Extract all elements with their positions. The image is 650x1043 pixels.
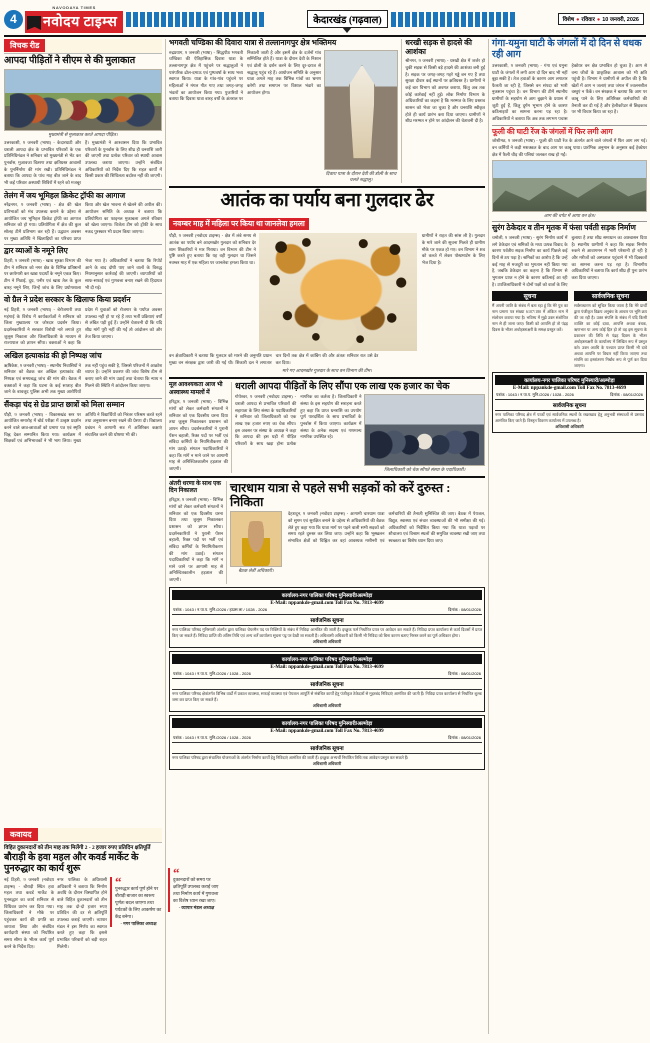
ad-email[interactable]: E-Mail: nppankde-gmail.com Toll Fax No. 7813-4699 [270,664,384,670]
bottom-pull-quote-1-text: पुनरुद्धार कार्य पूर्ण होने पर बौराड़ी बाजार का स्वरूप पूर्णतः बदल जाएगा तथा पर्यटकों के लिए आकर्षण का केंद्र बनेगा। [115,886,162,919]
bottom-body-a: नई टिहरी, 9 जनवरी (नवोदय टाइम्स) - बौराड़ी स्थित हवा महल तथा कवर्ड मार्केट के पुनरुद्धार का कार्य शनिवार से विधिवत प्रारंभ कर दिया गया। जिलाधिकारी ने मौके पर पहुंचकर कार्य की प्रगति का जायजा लिया और संबंधित कार्यदायी संस्था को निर्धारित समय सीमा के भीतर कार्य पूर्ण करने के निर्देश दिए। [4,877,54,949]
ad-sign: अधिशासी अधिकारी [312,760,342,766]
mid-main-body-left: पौड़ी, 9 जनवरी (नवोदय टाइम्स) - क्षेत्र में लंबे समय से आतंक का पर्याय बने आदमखोर गुलदार को शनिवार देर शाम शिकारियों ने मार गिराया। वन विभाग की टीम ने पुष्टि करते हुए बताया कि यह वही गुलदार था जिसने नवम्बर माह में एक महिला पर जानलेवा हमला किया था। [169,233,256,265]
mid-main-body-right: वन क्षेत्राधिकारी ने बताया कि गुलदार को मारने की अनुमति प्रधान मुख्य वन संरक्षक द्वारा जारी की गई थी। शिकारी दल ने लगातार चार दिनों तक क्षेत्र में कांबिंग की और अंततः शनिवार रात उसे ढेर कर दिया। [169,353,379,365]
mid-dharm-headline[interactable]: अंतरी धरणा के साथ एक दिन निकालत [169,481,222,495]
publication-logo[interactable] [25,5,123,33]
ad-meta-left: पत्रांक : 1043 / न.पा.प. मुनि./2026 / 1028 - 2026 [173,670,251,676]
mid-top-story2 [401,39,485,183]
right-top-body: उत्तरकाशी, 9 जनवरी (भाषा) - गंगा एवं यमुना घाटी के जंगलों में लगी आग दो दिन बाद भी नहीं बुझ सकी है। तेज हवाओं के कारण आग लगातार फैलती जा रही है, जिससे वन संपदा को भारी नुकसान पहुंचा है। वन विभाग की टीमें स्थानीय ग्रामीणों के सहयोग से आग बुझाने के प्रयास में जुटी हुई हैं, किंतु दुर्गम भूभाग होने के कारण कठिनाइयों का सामना करना पड़ रहा है। अधिकारियों ने बताया कि अब तक लगभग पचास हेक्टेयर वन क्षेत्र प्रभावित हो चुका है। आग से वन्य जीवों के प्राकृतिक आवास को भी क्षति पहुंची है। विभाग ने ग्रामीणों से अपील की है कि खेतों में आग न जलाएं तथा जंगल में ज्वलनशील वस्तुएं न फेंकें। वन संरक्षक ने बताया कि आग पर काबू पाने के लिए अतिरिक्त कर्मचारियों की तैनाती कर दी गई है और हेलीकॉप्टर से छिड़काव पर भी विचार किया जा रहा है। [492,62,647,122]
mid-nitika-body: देहरादून, 9 जनवरी (नवोदय टाइम्स) - आगामी चारधाम यात्रा को सुगम एवं सुरक्षित बनाने के उद्देश्य से अधिकारियों की बैठक लेते हुए कहा गया कि यात्रा मार्ग पर पड़ने वाली सभी सड़कों को समय रहते दुरुस्त कर लिया जाए। उन्होंने कहा कि भूस्खलन संभावित क्षेत्रों को चिह्नित कर वहां आवश्यक मशीनरी एवं कर्मचारियों की तैनाती सुनिश्चित की जाए। बैठक में पेयजल, विद्युत, स्वास्थ्य एवं संचार व्यवस्थाओं की भी समीक्षा की गई। अधिकारियों को निर्देशित किया गया कि यात्रा पड़ावों पर शौचालय एवं विश्राम स्थलों की समुचित व्यवस्था रखी जाए तथा स्वच्छता का विशेष ध्यान दिया जाए। [288,511,485,544]
ad-office: कार्यालय-नगर पालिका परिषद मुनिस्यारी/अल्मोड़ा [172,590,482,600]
ad-subhead: सार्वजनिक सूचना [495,399,644,411]
bottom-pull-quote-2 [168,865,220,912]
section-label-kavayad[interactable]: कवायद [4,828,38,841]
mid-top-story2-body: श्रीनगर, 9 जनवरी (भाषा) - धरखी क्षेत्र में जर्जर हो चुकी सड़क से किसी बड़े हादसे की आशंका बनी हुई है। सड़क पर जगह-जगह गहरे गड्ढे बन गए हैं तथा सुरक्षा दीवार कई स्थानों पर क्षतिग्रस्त है। ग्रामीणों ने कई बार विभाग को अवगत कराया, किंतु अब तक कोई कार्रवाई नहीं हुई। लोक निर्माण विभाग के अधिकारियों का कहना है कि मरम्मत के लिए प्रस्ताव शासन को भेजा जा चुका है और धनराशि स्वीकृत होते ही कार्य प्रारंभ करा दिया जाएगा। ग्रामीणों ने शीघ्र मरम्मत न होने पर आंदोलन की चेतावनी दी है। [405,58,485,124]
ad-meta-left: पत्रांक : 1043 / न.पा.प. मुनि./2026 / 1028 - 2026 [173,734,251,740]
mid-main-caption: मारे गए आदमखोर गुलदार के साथ वन विभाग की टीम। [282,367,372,373]
mid-main-body-side: ग्रामीणों ने राहत की सांस ली है। गुलदार के मारे जाने की सूचना मिलते ही ग्रामीण मौके पर एकत्र हो गए। वन विभाग ने शव को कब्जे में लेकर पोस्टमार्टम के लिए भेज दिया है। [421,233,485,265]
mid-cheque-headline[interactable]: धराली आपदा पीड़ितों के लिए सौंपा एक लाख एक हजार का चेक [235,381,450,392]
classified-ad[interactable] [169,715,485,770]
mid-dharm-body: हरिद्वार, 9 जनवरी (भाषा) - विभिन्न मांगों को लेकर कर्मचारी संगठनों ने शनिवार को एक दिवसीय धरना दिया तथा जुलूस निकालकर प्रशासन को ज्ञापन सौंपा। प्रदर्शनकारियों ने पुरानी पेंशन बहाली, रिक्त पदों पर भर्ती एवं संविदा कर्मियों के नियमितीकरण की मांग उठाई। संगठन पदाधिकारियों ने कहा कि मांगें न माने जाने पर आगामी माह से अनिश्चितकालीन हड़ताल की जाएगी। [169,399,228,471]
left-story5-headline[interactable]: अखिल हत्याकांड की हो निष्पक्ष जांच [4,350,102,360]
date-line: विशेष ● रविवार ● 10 जनवरी, 2026 [558,13,644,25]
edition-tag: केदारखंड (गढ़वाल) [307,10,388,28]
section-strip-left [4,39,162,54]
mid-nitika-photo [230,511,282,567]
mid-top-story1 [169,39,398,183]
right-story2-photo [492,160,647,212]
date-kicker: विशेष [562,17,575,23]
left-lead-photo [4,69,162,131]
mid-main-photo-leopard [259,233,417,351]
bottom-pull-quote-1 [110,874,162,927]
right-top-headline[interactable]: गंगा-यमुना घाटी के जंगलों में दो दिन से धधक रही आग [492,39,642,60]
ad-meta-right: दिनांक : 08/01/2026 [448,734,481,740]
quote-icon: “ [115,874,122,890]
mid-cheque-body: गोपेश्वर, 9 जनवरी (नवोदय टाइम्स) - धराली आपदा से प्रभावित परिवारों की सहायता के लिए संस्था के पदाधिकारियों ने शनिवार को जिलाधिकारी को एक लाख एक हजार रुपए का चेक सौंपा। इस अवसर पर संस्था के अध्यक्ष ने कहा कि आपदा की इस घड़ी में पीड़ित परिवारों के साथ खड़ा होना प्रत्येक नागरिक का कर्तव्य है। जिलाधिकारी ने संस्था के इस सहयोग की सराहना करते हुए कहा कि प्राप्त धनराशि का उपयोग पूर्ण पारदर्शिता के साथ प्रभावितों के पुनर्वास में किया जाएगा। कार्यक्रम में संस्था के अनेक सदस्य एवं गणमान्य नागरिक उपस्थित रहे। [235,394,362,447]
left-lead-body: उत्तरकाशी, 9 जनवरी (भाषा) - केदारघाटी और धराली आपदा क्षेत्र के प्रभावित परिवारों के एक प्रतिनिधिमंडल ने शनिवार को मुख्यमंत्री से भेंट कर पुनर्वास, मुआवजा वितरण तथा क्षतिग्रस्त आवासों के पुनर्निर्माण की मांग रखी। प्रतिनिधिमंडल ने बताया कि आपदा के पांच माह बीत जाने के बाद भी कई परिवार अस्थायी शिविरों में रहने को मजबूर हैं। मुख्यमंत्री ने आश्वासन दिया कि प्रभावित परिवारों के पुनर्वास के लिए शीघ्र ही धनराशि जारी की जाएगी तथा प्रत्येक परिवार को स्थायी आवास उपलब्ध कराया जाएगा। उन्होंने संबंधित अधिकारियों को निर्देश दिए कि राहत कार्यों में किसी प्रकार की शिथिलता बर्दाश्त नहीं की जाएगी। [4,139,162,185]
mid-kickers [169,382,228,474]
bottom-pull-quote-2-by: - व्यापार मंडल अध्यक्ष [178,904,215,910]
masthead-bar-strip-right [391,12,555,27]
left-story2-body: नरेंद्रनगर, 9 जनवरी (भाषा) - क्षेत्र की खेल प्रतिभाओं को मंच उपलब्ध कराने के उद्देश्य से आयोजित जय भूमिहल क्रिकेट ट्रॉफी का आगाज शनिवार को हो गया। प्रतियोगिता में क्षेत्र की कुल सोलह टीमें प्रतिभाग कर रही हैं। उद्घाटन अवसर पर मुख्य अतिथि ने खिलाड़ियों का परिचय प्राप्त किया और खेल भावना से खेलने की अपील की। आयोजन समिति के अध्यक्ष ने बताया कि प्रतियोगिता का फाइनल मुकाबला अगले रविवार को खेला जाएगा। विजेता टीम को ट्रॉफी के साथ नकद पुरस्कार भी प्रदान किया जाएगा। [4,202,162,241]
quote-icon: “ [173,865,180,880]
ad-sign: अधिशासी अधिकारी [312,702,342,708]
notice-block-1[interactable] [492,291,568,369]
ad-body: नगर पालिका परिषद मुनिस्यारी अंतर्गत द्वारा पालिका चेयरमैन पद पर रिक्तियों के संबंध में निविदा आमंत्रित की जाती है। इच्छुक फर्म निर्धारित प्रपत्र पर आवेदन कर सकते हैं। निविदा प्रपत्र कार्यालय से कार्य दिवसों में प्राप्त किए जा सकते हैं। निविदा प्राप्ति की अंतिम तिथि एवं अन्य शर्तें कार्यालय सूचना पट्ट पर देखी जा सकती हैं। अधिशासी अधिकारी को किसी भी निविदा को बिना कारण बताए निरस्त करने का पूर्ण अधिकार होगा। [172,626,482,638]
section-label-vichak-reed[interactable]: विचक रीड [4,39,45,52]
ad-meta-left: पत्रांक : 1043 / न.पा.प. मुनि./2026 / 1028 - 2026 [496,392,574,398]
mid-ads-block [169,587,485,770]
bottom-body-b: नगर पालिका के अधिशासी अधिकारी ने बताया कि निर्माण अवधि के दौरान विस्थापित होने वाले विहित दुकानदारों को तीन माह तक दो-दो हजार रुपए प्रतिदिन की दर से क्षतिपूर्ति उपलब्ध कराई जाएगी। व्यापार मंडल ने इस निर्णय का स्वागत करते हुए कहा कि इससे प्रभावित परिवारों को बड़ी राहत मिलेगी। [57,877,107,949]
ad-email[interactable]: E-Mail: nppankde-gmail.com Toll Fax No. 7813-4699 [270,728,384,734]
left-story2-headline[interactable]: तेलंग में जय भूमिहल क्रिकेट ट्रॉफी का आगाज [4,190,126,200]
logo-title-text: नवोदय टाइम्स [43,15,118,30]
ad-meta-right: दिनांक : 08/01/2026 [610,392,643,398]
left-story3-headline[interactable]: द्वार व्याओं के नमूने लिए [4,246,68,256]
mid-top-story1-photo [324,50,398,170]
left-story5-body: ऋषिकेश, 9 जनवरी (भाषा) - स्थानीय निवासियों ने शनिवार को बैठक कर अखिल हत्याकांड की निष्पक्ष एवं समयबद्ध जांच की मांग की। बैठक में वक्ताओं ने कहा कि घटना के कई सप्ताह बीत जाने के बावजूद पुलिस अभी तक मुख्य आरोपियों तक नहीं पहुंच सकी है, जिससे परिजनों में आक्रोश व्याप्त है। उन्होंने प्रकरण की जांच विशेष टीम से कराए जाने की मांग उठाई तथा चेताया कि न्याय न मिलने की स्थिति में आंदोलन किया जाएगा। [4,362,162,395]
mid-kicker-a: मूल आवश्यकता आज भी [169,381,223,388]
left-story4-headline[interactable]: वो ग्रैल ने प्रदेश सरकार के खिलाफ किया प्रदर्शन [4,295,131,305]
left-story3-body: टिहरी, 9 जनवरी (भाषा) - खाद्य सुरक्षा विभाग की टीम ने शनिवार को नगर क्षेत्र के विभिन्न प्रतिष्ठानों पर छापेमारी कर खाद्य पदार्थों के नमूने एकत्र किए। टीम ने मिठाई, दूध, पनीर एवं खाद्य तेल के कुल बारह नमूने लिए, जिन्हें जांच के लिए प्रयोगशाला भेजा गया है। अधिकारियों ने बताया कि रिपोर्ट आने के बाद दोषी पाए जाने वालों के विरुद्ध नियमानुसार कार्रवाई की जाएगी। व्यापारियों को साफ-सफाई एवं गुणवत्ता बनाए रखने की हिदायत भी दी गई। [4,257,162,290]
ad-office: कार्यालय-नगर पालिका परिषद मुनिस्यारी/अल्मोड़ा [172,718,482,728]
logo-title [25,11,123,33]
mid-top-story1-body: रुद्रप्रयाग, 9 जनवरी (भाषा) - सिद्धपीठ भगवती चण्डिका की ऐतिहासिक दिवारा यात्रा के तल्लानागपुर क्षेत्र में पहुंचने पर श्रद्धालुओं ने पारंपरिक ढोल-दमाऊ एवं पुष्पवर्षा के साथ भव्य स्वागत किया। यात्रा के गांव-गांव पहुंचने पर महिलाओं ने मंगल गीत गाए तथा जगह-जगह भंडारों का आयोजन किया गया। पुजारियों ने बताया कि दिवारा यात्रा बारह वर्षों के अंतराल पर निकाली जाती है और इसमें क्षेत्र के दर्जनों गांव सम्मिलित होते हैं। यात्रा के दौरान देवी के निशान एवं डोली के दर्शन करने के लिए दूर-दराज से श्रद्धालु पहुंच रहे हैं। आयोजन समिति के अनुसार यात्रा अगले माह तक विभिन्न गांवों का भ्रमण करेगी तथा समापन पर विशाल भंडारे का आयोजन होगा। [169,49,321,102]
bottom-pull-quote-2-wrap [168,865,220,912]
mid-main-headline[interactable]: आतंक का पर्याय बना गुलदार ढेर [220,189,434,211]
ad-email[interactable]: E-Mail: nppankde-gmail.com Toll Fax No. 7813-4699 [270,600,384,606]
flag-icon [27,16,41,30]
notice-body-2: सर्वसाधारण को सूचित किया जाता है कि मेरे प्रार्थी द्वारा पंजीकृत विक्रय अनुबंध के आधार पर भूमि क्रय की जा रही है। उक्त संपत्ति के संबंध में यदि किसी व्यक्ति का कोई दावा, आपत्ति अथवा बंधक, ऋणभार या अन्य कोई हित हो तो वह इस सूचना के प्रकाशन की तिथि से पंद्रह दिवस के भीतर अधोहस्ताक्षरी के कार्यालय में लिखित रूप में प्रस्तुत करे। उक्त अवधि के पश्चात प्राप्त किसी भी दावे अथवा आपत्ति पर विचार नहीं किया जाएगा तथा संपत्ति का हस्तांतरण निर्बाध रूप से पूर्ण कर दिया जाएगा। [574,303,647,369]
bottom-kicker: विहित दुकानदारों को तीन माह तक मिलेंगी 2 - 2 हजार रुपए प्रतिदिन क्षतिपूर्ति [4,845,151,851]
ad-body: नगर पालिका परिषद क्षेत्रांतर्गत विभिन्न वार्डों में प्रकाश व्यवस्था, सफाई व्यवस्था एवं पेयजल आपूर्ति से संबंधित कार्यों हेतु पंजीकृत ठेकेदारों से मुहरबंद निविदाएं आमंत्रित की जाती हैं। निविदा प्रपत्र कार्यालय से निर्धारित शुल्क जमा कर प्राप्त किए जा सकते हैं। [172,690,482,702]
masthead-rule [4,35,646,37]
mid-nitika-story [226,481,485,583]
ad-office: कार्यालय-नगर पालिका परिषद मुनिस्यारी/अल्मोड़ा [495,375,644,385]
mid-dharm-story [169,481,223,583]
notice-body-1: मैं अपनी जाति के संबंध में बता रहा हूं कि मेरे पुत्र का नाम प्रमाण पत्र संख्या 6107/180 में अंकित नाम में संशोधन कराया गया है। भविष्य में मुझे उक्त संशोधित नाम से ही जाना जाए। किसी को आपत्ति हो तो पंद्रह दिवस के भीतर अधोहस्ताक्षरी के समक्ष प्रस्तुत करें। [492,303,568,333]
mid-top-story1-headline[interactable]: भगवती चण्डिका की दिवारा यात्रा से तल्लानागपुर क्षेत्र भक्तिमय [169,38,337,47]
classified-ad[interactable] [169,651,485,712]
right-story3-headline[interactable]: सुरंग ठेकेदार व तीन मृतक में फंसा पर्वती सड़क निर्माण [492,223,636,233]
mid-kicker-b: अस्वास्थ्य मामलों में [169,390,210,397]
mid-cheque-row [169,382,485,474]
date-day: रविवार [581,17,595,23]
notice-block-2[interactable] [571,291,647,369]
classified-ad[interactable] [169,587,485,648]
left-story4-body: नई टिहरी, 9 जनवरी (भाषा) - बेरोजगारी तथा महंगाई के विरोध में कार्यकर्ताओं ने शनिवार को जिला मुख्यालय पर जोरदार प्रदर्शन किया। प्रदर्शनकारियों ने सरकार विरोधी नारे लगाते हुए जुलूस निकाला और जिलाधिकारी के माध्यम से राज्यपाल को ज्ञापन सौंपा। वक्ताओं ने कहा कि प्रदेश में युवाओं को रोजगार के पर्याप्त अवसर उपलब्ध नहीं हो पा रहे हैं तथा भर्ती प्रक्रियाएं वर्षों से लंबित पड़ी हुई हैं। उन्होंने चेतावनी दी कि यदि शीघ्र मांगें पूरी नहीं की गईं तो आंदोलन को और तेज किया जाएगा। [4,306,162,346]
ad-body: नगर पालिका परिषद द्वारा संचालित योजनाओं के अंतर्गत निर्माण कार्यों हेतु निविदाएं आमंत्रित की जाती हैं। इच्छुक अभ्यर्थी निर्धारित तिथि तक आवेदन प्रस्तुत कर सकते हैं। [172,754,409,760]
bottom-pull-quote-1-by: - नगर पालिका अध्यक्ष [120,920,157,926]
bottom-headline[interactable]: बौराड़ी के हवा महल और कवर्ड मार्केट के पुनरुद्धार का कार्य शुरू [4,853,139,875]
mid-top-row [169,39,485,183]
mid-nitika-row [169,481,485,583]
masthead [0,0,650,34]
mid-cheque-story [231,382,485,474]
left-story6-body: पौड़ी, 9 जनवरी (भाषा) - विकासखंड स्तर पर आयोजित समारोह में बोर्ड परीक्षा में उत्कृष्ट प्रदर्शन करने वाले छात्र-छात्राओं को प्रमाण पत्र एवं स्मृति चिह्न देकर सम्मानित किया गया। कार्यक्रम में शिक्षकों एवं अभिभावकों ने भी भाग लिया। मुख्य अतिथि ने विद्यार्थियों को निरंतर परिश्रम करते रहने तथा अनुशासन बनाए रखने की प्रेरणा दी। विद्यालय प्रबंधन ने आगामी सत्र में अतिरिक्त कक्षाएं संचालित करने की घोषणा भी की। [4,411,162,444]
right-story2-caption: आग की चपेट में आया वन क्षेत्र। [543,213,596,219]
notice-head-1: सूचना [492,291,568,301]
right-story2-headline[interactable]: फूली की घाटी रेंज के जंगलों में फिर लगी आग [492,126,613,136]
ad-sign: अधिशासी अधिकारी [555,424,584,430]
ad-body: नगर पालिका परिषद क्षेत्र में पार्कों एवं सार्वजनिक स्थलों के रखरखाव हेतु अनुभवी संस्थाओं से प्रस्ताव आमंत्रित किए जाते हैं। विस्तृत विवरण कार्यालय में उपलब्ध है। [495,412,644,424]
mid-top-story2-headline[interactable]: धरखी सड़क से हादसे की आशंका [405,38,472,56]
ad-meta-left: पत्रांक : 1043 / न.पा.प. मुनि./2026 / हाउस ला / 1028 - 2026 [173,606,268,612]
right-notices-row [492,291,647,369]
bottom-pull-quote-2-text: दुकानदारों को समय पर क्षतिपूर्ति उपलब्ध कराई जाए तथा निर्माण कार्य में गुणवत्ता का विशेष ध्यान रखा जाए। [173,877,219,903]
ad-meta-right: दिनांक : 08/01/2026 [448,670,481,676]
page-number-badge: 4 [4,10,23,29]
left-lead-caption: मुख्यमंत्री से मुलाकात करते आपदा पीड़ित। [48,131,118,137]
mid-nitika-caption: बैठक लेतीं अधिकारी। [238,568,274,574]
right-column [488,39,647,1034]
mid-dharm-body2: हरिद्वार, 9 जनवरी (भाषा) - विभिन्न मांगों को लेकर कर्मचारी संगठनों ने शनिवार को एक दिवसीय धरना दिया तथा जुलूस निकालकर प्रशासन को ज्ञापन सौंपा। प्रदर्शनकारियों ने पुरानी पेंशन बहाली, रिक्त पदों पर भर्ती एवं संविदा कर्मियों के नियमितीकरण की मांग उठाई। संगठन पदाधिकारियों ने कहा कि मांगें न माने जाने पर आगामी माह से अनिश्चितकालीन हड़ताल की जाएगी। [169,497,223,583]
mid-main-story [169,191,485,374]
ad-subhead: सार्वजनिक सूचना [172,742,482,754]
masthead-bar-strip-left [126,12,304,27]
date-full: 10 जनवरी, 2026 [602,17,639,23]
right-story3-body: चमोली, 9 जनवरी (भाषा) - सुरंग निर्माण कार्य में लगे ठेकेदार एवं श्रमिकों के मध्य उत्पन्न विवाद के कारण पर्वतीय सड़क निर्माण का कार्य पिछले कई दिनों से ठप पड़ा है। श्रमिकों का आरोप है कि उन्हें कई माह से मजदूरी का भुगतान नहीं किया गया है, जबकि ठेकेदार का कहना है कि विभाग से भुगतान प्राप्त न होने के कारण कठिनाई आ रही है। उपजिलाधिकारी ने दोनों पक्षों को वार्ता के लिए बुलाया है तथा शीघ्र समाधान का आश्वासन दिया है। स्थानीय ग्रामीणों ने कहा कि सड़क निर्माण रुकने से आवागमन में भारी परेशानी हो रही है और मरीजों को अस्पताल पहुंचाने में भी दिक्कतों का सामना करना पड़ रहा है। विभागीय अधिकारियों ने बताया कि कार्य शीघ्र ही पुनः प्रारंभ करा दिया जाएगा। [492,235,647,287]
section-strip-kavayad [4,828,162,843]
mid-cheque-photo [364,394,485,466]
ad-office: कार्यालय-नगर पालिका परिषद मुनिस्यारी/अल्मोड़ा [172,654,482,664]
left-lead-headline[interactable]: आपदा पीड़ितों ने सीएम से की मुलाकात [4,56,136,66]
mid-main-redbar: नवम्बर माह में महिला पर किया था जानलेवा हमला [169,218,309,230]
ad-sign: अधिशासी अधिकारी [312,638,342,644]
mid-cheque-caption: जिलाधिकारी को चेक सौंपते संस्था के पदाधिकारी। [384,467,466,473]
ad-subhead: सार्वजनिक सूचना [172,614,482,626]
ad-subhead: सार्वजनिक सूचना [172,678,482,690]
logo-kicker-text: NAVODAYA TIMES [52,5,96,10]
bottom-left-feature [4,828,162,950]
mid-nitika-headline[interactable]: चारधाम यात्रा से पहले सभी सड़कों को करें दुरुस्त : निकिता [230,481,451,510]
notice-head-2: सार्वजनिक सूचना [574,291,647,301]
ad-meta-right: दिनांक : 08/01/2026 [448,606,481,612]
left-story6-headline[interactable]: सैंकड़ा चंद से ग्रेड प्राप्त छात्रों को मिला सम्मान [4,399,125,409]
mid-top-story1-caption: दिवारा यात्रा के दौरान देवी की डोली के साथ चलते श्रद्धालु। [325,170,397,182]
classified-ad[interactable] [492,372,647,433]
ad-email[interactable]: E-Mail: nppankde-gmail.com Toll Fax No. 7813-4699 [512,386,627,392]
right-story2-body: जोशीमठ, 9 जनवरी (भाषा) - फूली की घाटी रेंज के अंतर्गत आने वाले जंगलों में फिर आग लग गई। वन कर्मियों ने कड़ी मशक्कत के बाद आग पर काबू पाया। प्रारंभिक अनुमान के अनुसार कई हेक्टेयर क्षेत्र में फैली चीड़ की पत्तियां जलकर राख हो गईं। [492,138,647,157]
